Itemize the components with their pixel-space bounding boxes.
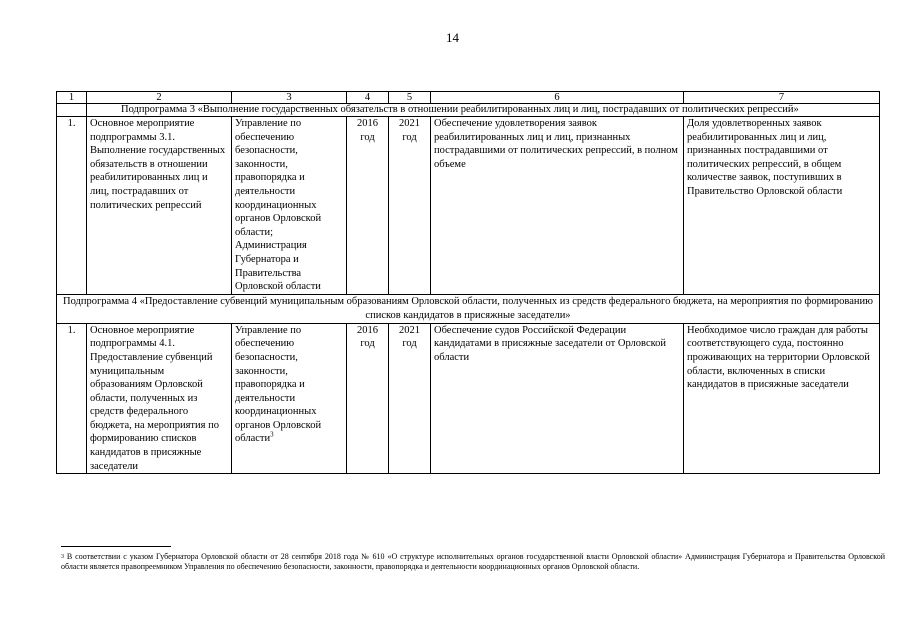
column-header-3: 3 — [232, 92, 347, 104]
table-header-row — [57, 92, 880, 104]
footnote — [61, 552, 885, 573]
footnote-reference: 3 — [270, 430, 274, 439]
column-header-6: 6 — [431, 92, 684, 104]
program-table — [56, 91, 880, 474]
row-number: 1. — [57, 117, 87, 295]
subprogram-4-title: Подпрограмма 4 «Предоставление субвенций муниципальным образованиям Орловской области, полученных из средств федерального бюджета, на мероприятия по формированию списков кандидатов в присяжные заседатели» — [57, 294, 880, 323]
table-row — [57, 323, 880, 474]
result-cell: Обеспечение удовлетворения заявок реабилитированных лиц и лиц, признанных пострадавшими от политических репрессий, в полном объеме — [431, 117, 684, 295]
indicator-cell: Доля удовлетворенных заявок реабилитированных лиц и лиц, признанных пострадавшими от политических репрессий, в общем количестве заявок, поступивших в Правительство Орловской области — [684, 117, 880, 295]
executor-cell — [232, 323, 347, 474]
footnote-divider — [61, 546, 171, 547]
end-year-cell: 2021 год — [389, 117, 431, 295]
column-header-5: 5 — [389, 92, 431, 104]
event-cell: Основное мероприятие подпрограммы 4.1. Предоставление субвенций муниципальным образованиям Орловской области, полученных из средств федерального бюджета, на мероприятия по формированию списков кандидатов в присяжные заседатели — [87, 323, 232, 474]
footnote-mark: 3 — [61, 554, 64, 560]
table-row — [57, 117, 880, 295]
row-number: 1. — [57, 323, 87, 474]
event-cell: Основное мероприятие подпрограммы 3.1. Выполнение государственных обязательств в отношении реабилитированных лиц и лиц, пострадавших от политических репрессий — [87, 117, 232, 295]
result-cell: Обеспечение судов Российской Федерации кандидатами в присяжные заседатели от Орловской области — [431, 323, 684, 474]
executor-cell: Управление по обеспечению безопасности, законности, правопорядка и деятельности координационных органов Орловской области; Администрация Губернатора и Правительства Орловской области — [232, 117, 347, 295]
subprogram-3-title: Подпрограмма 3 «Выполнение государственных обязательств в отношении реабилитированных лиц и лиц, пострадавших от политических репрессий» — [87, 104, 880, 117]
end-year-cell: 2021 год — [389, 323, 431, 474]
start-year-cell: 2016 год — [347, 323, 389, 474]
footnote-text: В соответствии с указом Губернатора Орловской области от 28 сентября 2018 года № 610 «О структуре исполнительных органов государственной власти Орловской области» Администрация Губернатора и Правительства Орловской области является правопреемником Управления по обеспечению безопасности, законности, правопорядка и деятельности координационных органов Орловской области. — [61, 552, 885, 572]
column-header-7: 7 — [684, 92, 880, 104]
executor-text: Управление по обеспечению безопасности, законности, правопорядка и деятельности координационных органов Орловской области — [235, 324, 322, 445]
column-header-4: 4 — [347, 92, 389, 104]
empty-cell — [57, 104, 87, 117]
subprogram-4-title-row — [57, 294, 880, 323]
column-header-1: 1 — [57, 92, 87, 104]
page-number: 14 — [446, 30, 459, 45]
start-year-cell: 2016 год — [347, 117, 389, 295]
column-header-2: 2 — [87, 92, 232, 104]
subprogram-3-title-row — [57, 104, 880, 117]
indicator-cell: Необходимое число граждан для работы соответствующего суда, постоянно проживающих на территории Орловской области, включенных в списки кандидатов в присяжные заседатели — [684, 323, 880, 474]
